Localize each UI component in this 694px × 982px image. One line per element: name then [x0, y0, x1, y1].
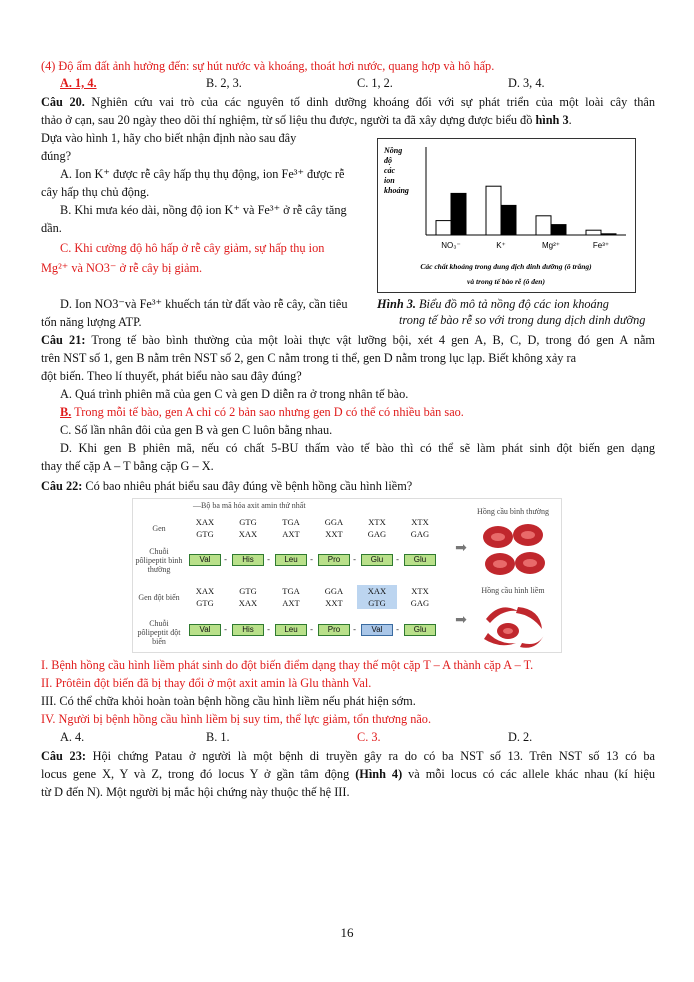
amino-acid-normal: His — [232, 554, 264, 566]
q22-statement-1: I. Bệnh hồng cầu hình liềm phát sinh do đột biến điểm dạng thay thế một cặp T – A thành cặp A – T. — [41, 658, 534, 672]
figure-3-chart — [377, 138, 636, 293]
question-number: Câu 20. — [41, 95, 85, 109]
answer-key: B. — [60, 405, 72, 419]
codon-mutant-top: XTX — [411, 586, 429, 596]
codon-normal-top: XTX — [368, 517, 386, 527]
bar-solution-0 — [436, 221, 451, 235]
amino-acid-normal: Val — [189, 554, 221, 566]
figure-3-caption — [377, 296, 657, 328]
peptide-bond: - — [396, 554, 399, 564]
amino-acid-normal: Glu — [361, 554, 393, 566]
codon-mutant-top: XAX — [367, 586, 387, 596]
question-text: Nghiên cứu vai trò của các nguyên tố dinh dưỡng khoáng đối với sự phát triển của một loài cây thân — [91, 95, 655, 109]
amino-acid-mutant: Leu — [275, 624, 307, 636]
y-axis-label-word: Nồng — [384, 146, 403, 155]
y-axis-label-word: độ — [384, 156, 392, 165]
codon-mutant-top: XAX — [195, 586, 215, 596]
option-a — [60, 75, 97, 92]
sickle-cell-figure — [132, 498, 562, 653]
codon-mutant-top: GTG — [239, 586, 257, 596]
codon-normal-bottom: GAG — [410, 529, 430, 539]
q20-option-c-1: C. Khi cường độ hô hấp ở rễ cây giảm, sự hấp thụ ion — [60, 241, 325, 255]
sickle-cells-image — [478, 599, 550, 651]
question-number: Câu 22: — [41, 479, 83, 493]
codon-normal-top: TGA — [282, 517, 300, 527]
codon-normal-bottom: AXT — [282, 529, 300, 539]
arrow-icon: ➡ — [455, 613, 467, 628]
caption-head: Hình 3. — [377, 297, 416, 311]
codon-normal-bottom: XAX — [238, 529, 258, 539]
sickle-cell-title: Hồng cầu hình liềm — [481, 586, 545, 595]
q20-option-d-1: D. Ion NO3⁻và Fe³⁺ khuếch tán từ đất vào rễ cây, cần tiêu — [60, 297, 348, 311]
peptide-bond: - — [353, 624, 356, 634]
q22-option-d: D. 2. — [508, 730, 533, 744]
amino-acid-mutant: Pro — [318, 624, 350, 636]
amino-acid-mutant: His — [232, 624, 264, 636]
peptide-bond: - — [224, 554, 227, 564]
bar-root-3 — [601, 234, 616, 235]
bar-root-1 — [501, 205, 516, 235]
normal-cell-title: Hồng cầu bình thường — [477, 507, 549, 516]
statement-4: (4) Độ ẩm đất ảnh hưởng đến: sự hút nước và khoáng, thoát hơi nước, quang hợp và hô hấp. — [41, 59, 495, 73]
q22-statement-4: IV. Người bị bệnh hồng cầu hình liềm bị suy tim, thể lực giảm, tổn thương não. — [41, 712, 432, 726]
question-text: thảo ở cạn, sau 20 ngày theo dõi thí nghiệm, từ số liệu thu được, người ta đã xây dựng được biểu đồ — [41, 113, 533, 127]
q21-line-1 — [41, 332, 655, 349]
bar-chart — [378, 139, 635, 292]
question-text: và mỗi locus có các allele khác nhau (kí hiệu — [408, 767, 656, 781]
q23-line-2 — [41, 766, 655, 783]
amino-acid-mutant: Val — [189, 624, 221, 636]
q20-line-3: Dựa vào hình 1, hãy cho biết nhận định nào sau đây — [41, 131, 297, 145]
q22-statement-2: II. Prôtêin đột biến đã bị thay đổi ở một axit amin là Glu thành Val. — [41, 676, 372, 690]
question-number: Câu 21: — [41, 333, 86, 347]
codon-mutant-bottom: GTG — [196, 598, 214, 608]
q21-option-b — [60, 404, 674, 421]
q21-option-d-1: D. Khi gen B phiên mã, nếu có chất 5-BU thấm vào tế bào thì có thể sẽ làm phát sinh đột biến gen dạng — [60, 441, 655, 455]
question-text: Hội chứng Patau ở người là một bệnh di truyền gây ra do có ba NST số 13. Trên NST số 13 có ba — [92, 749, 656, 763]
q21-option-c: C. Số lần nhân đôi của gen B và gen C luôn bằng nhau. — [60, 423, 333, 437]
peptide-bond: - — [310, 624, 313, 634]
x-tick-label: Fe³⁺ — [592, 241, 610, 250]
row-label-gene: Gen — [152, 524, 166, 533]
bar-solution-3 — [586, 230, 601, 235]
q20-option-b-2: dần. — [41, 221, 62, 235]
codon-normal-bottom: GTG — [196, 529, 214, 539]
q22-option-c: C. 3. — [357, 730, 381, 744]
q20-option-c-2: Mg²⁺ và NO3⁻ ở rễ cây bị giảm. — [41, 261, 203, 275]
option-text: Trong mỗi tế bào, gen A chỉ có 2 bản sao nhưng gen D có thể có nhiều bản sao. — [74, 405, 464, 419]
q22-option-b: B. 1. — [206, 730, 230, 744]
row-label-chain-normal: Chuỗi pôlipeptit bình thường — [135, 547, 183, 574]
caption-line-2: trong tế bào rễ so với trong dung dịch dinh dưỡng — [399, 313, 646, 327]
y-axis-label-word: các — [384, 166, 396, 175]
q21-line-2: trên NST số 1, gen B nằm trên NST số 2, gen C nằm trong ti thể, gen D nằm trong lục lạp. Biết không xảy ra — [41, 351, 577, 365]
x-tick-label: K⁺ — [496, 241, 506, 250]
row-label-chain-mutant: Chuỗi pôlipeptit đột biến — [137, 619, 181, 646]
y-axis-label-word: ion — [384, 176, 395, 185]
option-a-text: A. 1, 4. — [60, 76, 97, 90]
q23-line-1 — [41, 748, 655, 765]
peptide-bond: - — [353, 554, 356, 564]
codon-mutant-bottom: AXT — [282, 598, 300, 608]
question-text: Trong tế bào bình thường của một loài thực vật lưỡng bội, xét 4 gen A, B, C, D, trong đó gen A nằm — [91, 333, 655, 347]
q20-option-a-1: A. Ion K⁺ được rễ cây hấp thụ thụ động, ion Fe³⁺ được rễ — [60, 167, 345, 181]
peptide-bond: - — [310, 554, 313, 564]
peptide-bond: - — [224, 624, 227, 634]
top-label: —Bộ ba mã hóa axit amin thứ nhất — [193, 501, 306, 510]
codon-mutant-bottom: XXT — [325, 598, 343, 608]
q20-option-d-2: tốn năng lượng ATP. — [41, 315, 142, 329]
question-text: locus gene X, Y và Z, trong đó locus Y ở gần tâm động — [41, 767, 350, 781]
figure-ref: (Hình 4) — [355, 767, 403, 781]
codon-normal-top: XTX — [411, 517, 429, 527]
codon-mutant-bottom: GAG — [410, 598, 430, 608]
bar-solution-1 — [486, 186, 501, 235]
q21-option-d-2: thay thế cặp A – T bằng cặp G – X. — [41, 459, 214, 473]
amino-acid-normal: Leu — [275, 554, 307, 566]
codon-mutant-bottom: XAX — [238, 598, 258, 608]
bar-root-0 — [451, 193, 466, 235]
legend-line-2: và trong tế bào rễ (ô đen) — [467, 277, 545, 286]
q20-line-2: thảo ở cạn, sau 20 ngày theo dõi thí nghiệm, từ số liệu thu được, người ta đã xây dựng được biểu đồ hình 3. — [41, 113, 572, 127]
q20-option-b-1: B. Khi mưa kéo dài, nồng độ ion K⁺ và Fe³⁺ ở rễ cây tăng — [60, 203, 347, 217]
x-tick-label: Mg²⁺ — [542, 241, 560, 250]
option-d: D. 3, 4. — [508, 76, 545, 90]
q22-line-1 — [41, 478, 655, 495]
amino-acid-mutant: Val — [361, 624, 393, 636]
x-tick-label: NO₃⁻ — [441, 241, 461, 250]
peptide-bond: - — [267, 554, 270, 564]
option-b: B. 2, 3. — [206, 76, 242, 90]
codon-normal-top: GTG — [239, 517, 257, 527]
q21-line-3: đột biến. Theo lí thuyết, phát biểu nào sau đây đúng? — [41, 369, 302, 383]
q23-line-3: từ D đến N). Một người bị mắc hội chứng này thuộc thế hệ III. — [41, 785, 350, 799]
question-text: Có bao nhiêu phát biểu sau đây đúng về bệnh hồng cầu hình liềm? — [85, 479, 413, 493]
page-number: 16 — [340, 925, 354, 940]
normal-cells-image — [478, 519, 550, 581]
amino-acid-mutant: Glu — [404, 624, 436, 636]
codon-normal-bottom: GAG — [367, 529, 387, 539]
q22-option-a: A. 4. — [60, 730, 85, 744]
q20-line-4: đúng? — [41, 149, 72, 163]
peptide-bond: - — [267, 624, 270, 634]
amino-acid-normal: Glu — [404, 554, 436, 566]
codon-normal-top: XAX — [195, 517, 215, 527]
codon-normal-bottom: XXT — [325, 529, 343, 539]
figure-ref: hình 3 — [535, 113, 569, 127]
y-axis-label-word: khoáng — [384, 186, 409, 195]
peptide-bond: - — [396, 624, 399, 634]
bar-root-2 — [551, 225, 566, 235]
row-label-gene-mutant: Gen đột biến — [138, 593, 180, 602]
caption-line-1: Biểu đồ mô tả nồng độ các ion khoáng — [419, 297, 609, 311]
legend-line-1: Các chất khoáng trong dung dịch dinh dưỡng (ô trắng) — [420, 262, 592, 271]
amino-acid-normal: Pro — [318, 554, 350, 566]
q20-option-a-2: cây hấp thụ chủ động. — [41, 185, 150, 199]
codon-normal-top: GGA — [324, 517, 344, 527]
q20-line-1 — [41, 94, 655, 111]
option-c: C. 1, 2. — [357, 76, 393, 90]
codon-mutant-bottom: GTG — [368, 598, 386, 608]
q22-statement-3: III. Có thể chữa khỏi hoàn toàn bệnh hồng cầu hình liềm nếu phát hiện sớm. — [41, 694, 416, 708]
bar-solution-2 — [536, 216, 551, 235]
codon-mutant-top: GGA — [324, 586, 344, 596]
codon-mutant-top: TGA — [282, 586, 300, 596]
arrow-icon: ➡ — [455, 541, 467, 556]
question-number: Câu 23: — [41, 749, 86, 763]
q21-option-a: A. Quá trình phiên mã của gen C và gen D diễn ra ở trong nhân tế bào. — [60, 387, 409, 401]
